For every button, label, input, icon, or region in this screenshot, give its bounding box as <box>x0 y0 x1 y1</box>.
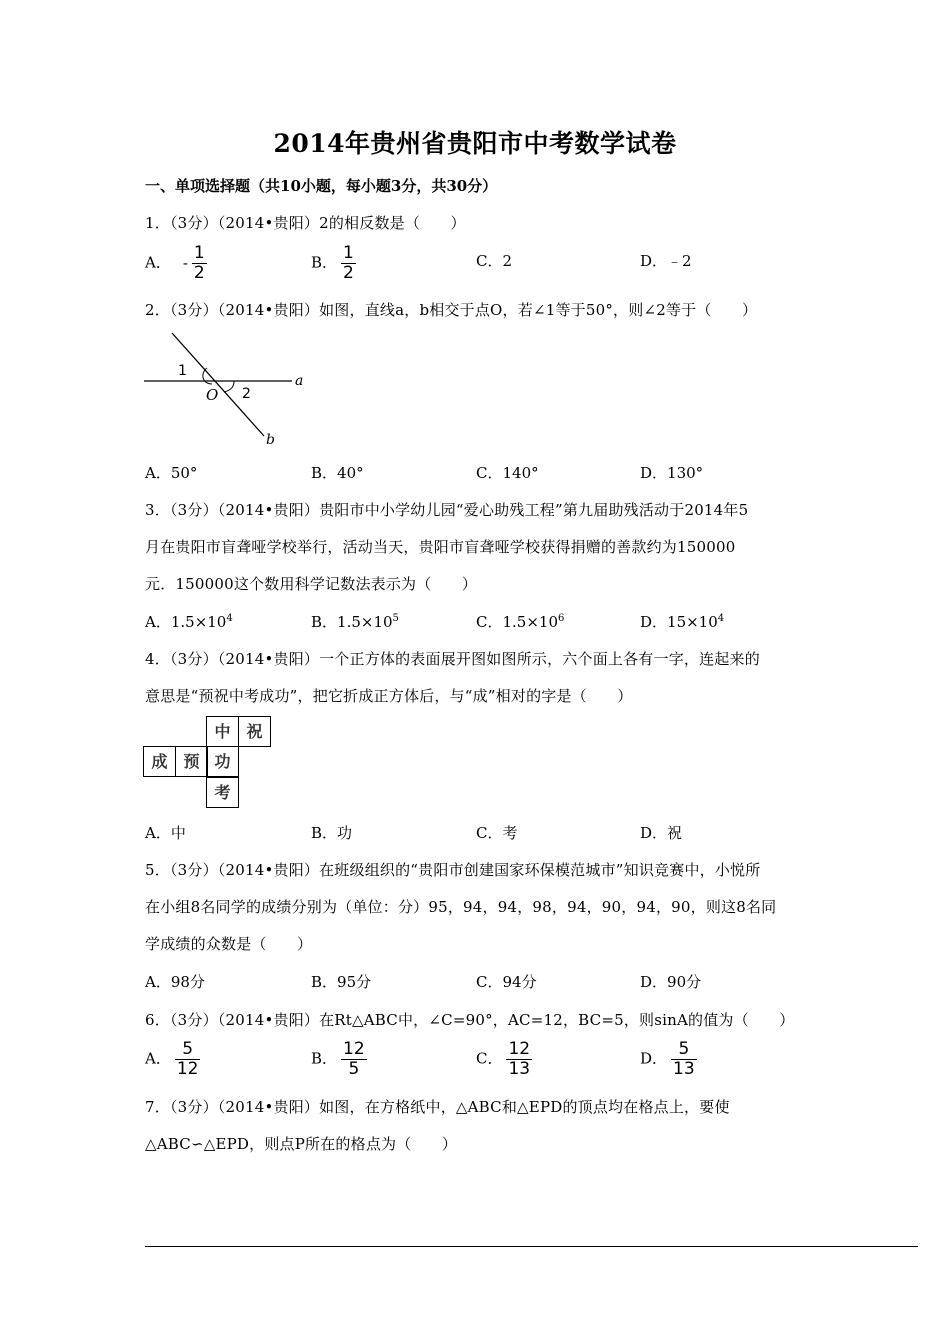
net-cell-gong: 功 <box>206 746 239 777</box>
page-title: 2014年贵州省贵阳市中考数学试卷 <box>273 129 677 158</box>
question-6-stem: 6．（3分）（2014•贵阳）在Rt△ABC中，∠C=90°，AC=12，BC=5，则sinA的值为（ ） <box>145 1011 795 1029</box>
question-4-option-a: A．中 <box>145 824 186 842</box>
question-3-line-3: 元．150000这个数用科学记数法表示为（ ） <box>145 575 478 593</box>
question-4-line-1: 4．（3分）（2014•贵阳）一个正方体的表面展开图如图所示，六个面上各有一字，连起来的 <box>145 650 760 668</box>
question-4-option-d: D．祝 <box>640 824 683 842</box>
question-6-option-a: A． $\frac{5}{12}$ <box>145 1039 199 1079</box>
angle-1-label: 1 <box>178 363 187 379</box>
question-6-option-d: D． $\frac{5}{13}$ <box>640 1039 695 1079</box>
question-3-option-d: D．$15\times 10^4$ <box>640 613 725 631</box>
question-5-option-c: C．94分 <box>476 973 537 991</box>
footer-divider <box>145 1246 918 1247</box>
question-2-stem: 2．（3分）（2014•贵阳）如图，直线a，b相交于点O，若∠1等于50°，则∠2等于（ ） <box>145 301 758 319</box>
question-3-option-b: B．$1.5\times 10^5$ <box>311 613 399 631</box>
question-5-line-1: 5．（3分）（2014•贵阳）在班级组织的“贵阳市创建国家环保模范城市”知识竞赛中，小悦所 <box>145 861 761 879</box>
fraction: $\frac{12}{13}$ <box>508 1039 531 1079</box>
line-a-label: a <box>295 373 304 389</box>
question-3-option-a: A．$1.5\times 10^4$ <box>145 613 233 631</box>
question-2-option-b: B．40° <box>311 464 364 482</box>
net-cell-cheng: 成 <box>143 746 176 777</box>
question-1-stem: 1．（3分）（2014•贵阳）2的相反数是（ ） <box>145 214 466 232</box>
question-5-option-a: A．98分 <box>145 973 205 991</box>
question-7-line-2: △ABC∽△EPD，则点P所在的格点为（ ） <box>145 1135 458 1153</box>
fraction: $\frac{5}{12}$ <box>176 1039 199 1079</box>
question-2-option-d: D．130° <box>640 464 704 482</box>
question-3-line-1: 3．（3分）（2014•贵阳）贵阳市中小学幼儿园“爱心助残工程”第九届助残活动于2014年5 <box>145 501 749 519</box>
question-1-option-b: B． $\frac{1}{2}$ <box>311 243 354 283</box>
net-cell-zhu: 祝 <box>238 716 271 747</box>
fraction: $\frac{1}{2}$ <box>193 243 205 283</box>
question-6-option-c: C． $\frac{12}{13}$ <box>476 1039 531 1079</box>
question-5-line-2: 在小组8名同学的成绩分别为（单位：分）95，94，94，98，94，90，94，90，则这8名同 <box>145 898 777 916</box>
net-cell-zhong: 中 <box>206 716 239 747</box>
angle-2-label: 2 <box>242 386 251 402</box>
fraction: $\frac{5}{13}$ <box>673 1039 695 1079</box>
angle-2-arc <box>224 381 234 392</box>
question-5-option-d: D．90分 <box>640 973 702 991</box>
net-cell-kao: 考 <box>206 777 239 808</box>
question-5-line-3: 学成绩的众数是（ ） <box>145 935 313 953</box>
line-b-label: b <box>266 432 275 448</box>
intersecting-lines-figure <box>140 328 320 453</box>
question-3-line-2: 月在贵阳市盲聋哑学校举行，活动当天，贵阳市盲聋哑学校获得捐赠的善款约为150000 <box>145 538 736 556</box>
question-1-option-d: D．﹣2 <box>640 252 692 270</box>
question-6-option-b: B． $\frac{12}{5}$ <box>311 1039 365 1079</box>
question-1-option-a: A． - $\frac{1}{2}$ <box>145 243 205 283</box>
question-7-line-1: 7．（3分）（2014•贵阳）如图，在方格纸中，△ABC和△EPD的顶点均在格点上，要使 <box>145 1098 730 1116</box>
line-b <box>172 333 264 436</box>
question-2-option-a: A．50° <box>145 464 198 482</box>
question-2-option-c: C．140° <box>476 464 539 482</box>
question-1-option-c: C．2 <box>476 252 513 270</box>
point-o-label: O <box>206 386 219 404</box>
question-4-line-2: 意思是“预祝中考成功”，把它折成正方体后，与“成”相对的字是（ ） <box>145 687 633 705</box>
question-4-option-b: B．功 <box>311 824 353 842</box>
question-3-option-c: C．$1.5\times 10^6$ <box>476 613 565 631</box>
question-5-option-b: B．95分 <box>311 973 372 991</box>
fraction: $\frac{1}{2}$ <box>343 243 354 283</box>
fraction: $\frac{12}{5}$ <box>343 1039 365 1079</box>
question-4-option-c: C．考 <box>476 824 518 842</box>
net-cell-yu: 预 <box>175 746 208 777</box>
section-heading: 一、单项选择题（共10小题，每小题3分，共30分） <box>145 177 498 195</box>
